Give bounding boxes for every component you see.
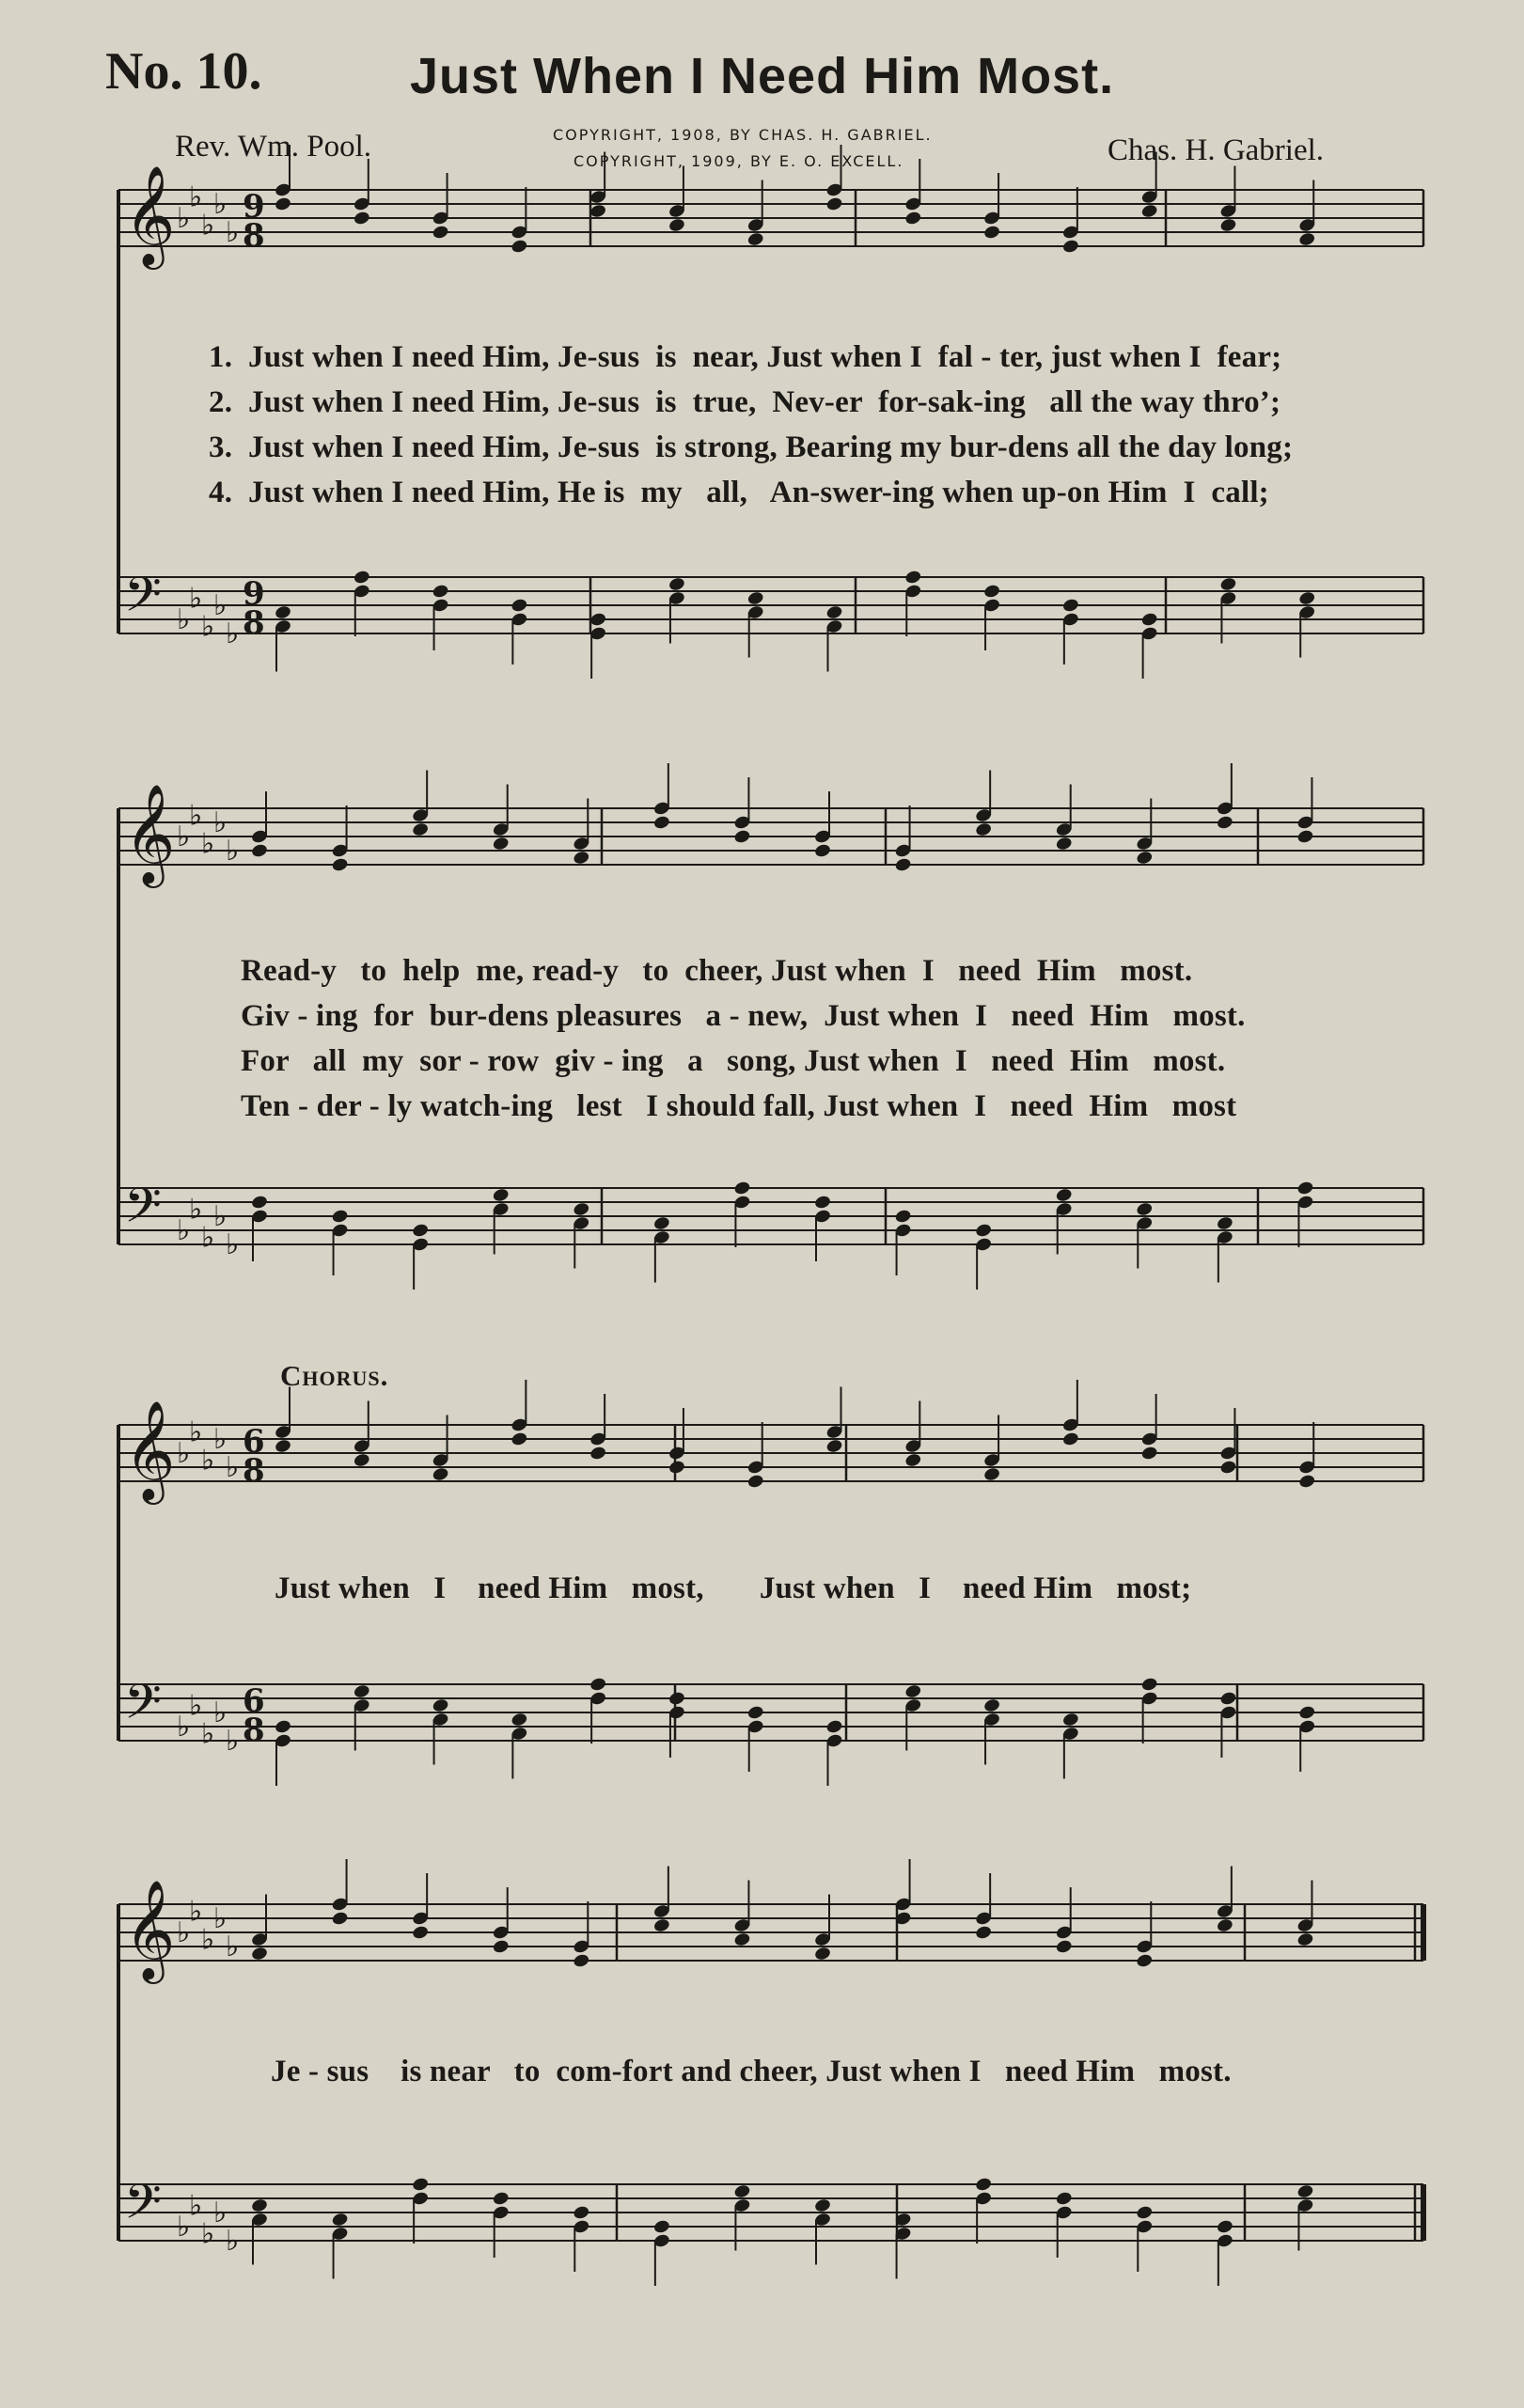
note-head (975, 1925, 993, 1941)
note-head (274, 1438, 291, 1454)
note-head (652, 2219, 670, 2235)
composer-credit: Chas. H. Gabriel. (1108, 133, 1325, 167)
bass-clef-icon: 𝄢 (124, 1177, 162, 1245)
flat-icon: ♭ (201, 209, 215, 242)
note-head (1061, 239, 1079, 255)
note-head (1136, 1953, 1154, 1969)
verse-3-line-a: 3. Just when I need Him, Je-sus is strong, Bearing my bur-dens all the day long; (209, 430, 1294, 464)
note-head (825, 1719, 843, 1735)
note-head (668, 1691, 685, 1707)
note-head (746, 1474, 764, 1490)
flat-icon: ♭ (213, 188, 228, 221)
note-head (983, 584, 1001, 600)
note-head (894, 857, 912, 873)
note-head (274, 196, 291, 212)
note-head (1055, 1939, 1073, 1955)
note-head (1140, 1446, 1158, 1462)
flat-icon: ♭ (189, 2189, 203, 2223)
treble-clef-icon: 𝄞 (124, 1879, 176, 1979)
note-head (668, 217, 685, 233)
flat-icon: ♭ (177, 1711, 191, 1743)
flat-icon: ♭ (177, 603, 191, 636)
note-head (1055, 2191, 1073, 2207)
note-head (733, 829, 751, 845)
chorus-label: Chorus. (280, 1359, 389, 1392)
treble-clef-icon: 𝄞 (124, 783, 176, 883)
note-head (331, 1911, 349, 1927)
note-head (1136, 850, 1154, 866)
note-head (813, 2197, 831, 2213)
note-head (412, 821, 430, 837)
flat-icon: ♭ (226, 1451, 240, 1484)
note-head (1140, 203, 1158, 219)
flat-icon: ♭ (213, 1200, 228, 1233)
chorus-lyric-line-2: Je - sus is near to com-fort and cheer, Just when I need Him most. (271, 2055, 1232, 2088)
flat-icon: ♭ (189, 1415, 203, 1449)
time-signature-denominator: 8 (243, 1712, 265, 1749)
flat-icon: ♭ (201, 610, 215, 644)
treble-clef-icon: 𝄞 (124, 164, 176, 265)
flat-icon: ♭ (226, 1725, 240, 1758)
flat-icon: ♭ (201, 1444, 215, 1478)
verse-2-line-a: 2. Just when I need Him, Je-sus is true, Nev-er for-sak-ing all the way thro’; (209, 385, 1281, 419)
note-head (353, 570, 370, 586)
note-head (1298, 231, 1316, 247)
note-head (1140, 612, 1158, 628)
note-head (813, 1946, 831, 1962)
flat-icon: ♭ (213, 806, 228, 839)
note-head (733, 1181, 751, 1196)
note-head (1298, 590, 1316, 606)
note-head (825, 1438, 843, 1454)
note-head (250, 1946, 268, 1962)
treble-clef-icon: 𝄞 (124, 1399, 176, 1500)
note-head (274, 604, 291, 620)
note-head (813, 1195, 831, 1211)
note-head (492, 836, 510, 852)
hymn-number: No. 10. (105, 42, 262, 101)
flat-icon: ♭ (189, 180, 203, 214)
flat-icon: ♭ (189, 1689, 203, 1723)
note-head (353, 211, 370, 227)
note-head (983, 225, 1001, 241)
note-head (331, 1209, 349, 1225)
note-head (250, 1195, 268, 1211)
note-head (1298, 1474, 1316, 1490)
time-signature-numerator: 9 (243, 188, 265, 226)
note-head (1216, 2219, 1233, 2235)
time-signature-numerator: 6 (243, 1423, 265, 1461)
note-head (353, 1683, 370, 1699)
note-head (412, 1925, 430, 1941)
note-head (652, 815, 670, 831)
note-head (492, 2191, 510, 2207)
verse-4-line-a: 4. Just when I need Him, He is my all, An-swer-ing when up-on Him I call; (209, 476, 1269, 509)
note-head (1055, 836, 1073, 852)
note-head (1296, 2183, 1314, 2199)
note-head (668, 1460, 685, 1476)
copyright-line-1: COPYRIGHT, 1908, BY CHAS. H. GABRIEL. (553, 126, 933, 144)
note-head (1061, 1431, 1079, 1447)
note-head (746, 590, 764, 606)
note-head (432, 1697, 449, 1713)
note-head (825, 196, 843, 212)
note-head (589, 1446, 607, 1462)
note-head (904, 1452, 922, 1468)
flat-icon: ♭ (213, 1423, 228, 1456)
note-head (746, 231, 764, 247)
note-head (1296, 1181, 1314, 1196)
flat-icon: ♭ (201, 1923, 215, 1957)
flat-icon: ♭ (177, 1437, 191, 1470)
note-head (983, 1697, 1001, 1713)
flat-icon: ♭ (201, 1221, 215, 1255)
verse-3-line-b: For all my sor - row giv - ing a song, Just when I need Him most. (241, 1044, 1226, 1078)
note-head (652, 1917, 670, 1933)
flat-icon: ♭ (213, 1902, 228, 1935)
note-head (573, 850, 590, 866)
note-head (746, 1705, 764, 1721)
hymn-title: Just When I Need Him Most. (410, 48, 1115, 104)
note-head (589, 203, 607, 219)
note-head (274, 1719, 291, 1735)
note-head (511, 598, 528, 614)
flat-icon: ♭ (189, 799, 203, 833)
flat-icon: ♭ (177, 821, 191, 853)
note-head (250, 843, 268, 859)
time-signature-denominator: 8 (243, 604, 265, 642)
flat-icon: ♭ (213, 2197, 228, 2229)
note-head (353, 1452, 370, 1468)
note-head (331, 2212, 349, 2228)
note-head (1216, 1917, 1233, 1933)
note-head (250, 2197, 268, 2213)
time-signature-denominator: 8 (243, 1452, 265, 1490)
note-head (1296, 829, 1314, 845)
note-head (825, 604, 843, 620)
note-head (983, 1466, 1001, 1482)
time-signature-numerator: 6 (243, 1682, 265, 1720)
flat-icon: ♭ (226, 835, 240, 868)
note-head (1136, 1201, 1154, 1217)
note-head (904, 570, 922, 586)
note-head (904, 1683, 922, 1699)
note-head (733, 1931, 751, 1947)
lyricist-credit: Rev. Wm. Pool. (175, 130, 372, 164)
verse-1-line-b: Read-y to help me, read-y to cheer, Just when I need Him most. (241, 954, 1193, 988)
flat-icon: ♭ (226, 1228, 240, 1261)
note-head (511, 1431, 528, 1447)
note-head (975, 1223, 993, 1239)
note-head (1298, 1705, 1316, 1721)
note-head (733, 2183, 751, 2199)
flat-icon: ♭ (213, 1697, 228, 1729)
verse-2-line-b: Giv - ing for bur-dens pleasures a - new, Just when I need Him most. (241, 999, 1246, 1033)
note-head (975, 2177, 993, 2193)
bass-clef-icon: 𝄢 (124, 2173, 162, 2242)
flat-icon: ♭ (177, 202, 191, 235)
time-signature-denominator: 8 (243, 217, 265, 255)
time-signature-numerator: 9 (243, 575, 265, 613)
note-head (412, 2177, 430, 2193)
note-head (492, 1939, 510, 1955)
flat-icon: ♭ (213, 589, 228, 622)
note-head (1140, 1677, 1158, 1693)
flat-icon: ♭ (201, 827, 215, 861)
flat-icon: ♭ (189, 582, 203, 616)
note-head (1216, 1215, 1233, 1231)
note-head (894, 1209, 912, 1225)
bass-clef-icon: 𝄢 (124, 566, 162, 634)
note-head (412, 1223, 430, 1239)
note-head (813, 843, 831, 859)
note-head (652, 1215, 670, 1231)
note-head (432, 1466, 449, 1482)
note-head (975, 821, 993, 837)
note-head (432, 584, 449, 600)
note-head (589, 1677, 607, 1693)
note-head (1296, 1931, 1314, 1947)
note-head (1055, 1187, 1073, 1203)
verse-4-line-b: Ten - der - ly watch-ing lest I should fall, Just when I need Him most (241, 1089, 1237, 1123)
bass-clef-icon: 𝄢 (124, 1673, 162, 1742)
note-head (573, 1201, 590, 1217)
note-head (511, 239, 528, 255)
flat-icon: ♭ (189, 1895, 203, 1929)
note-head (1216, 815, 1233, 831)
flat-icon: ♭ (226, 618, 240, 650)
flat-icon: ♭ (177, 1916, 191, 1949)
note-head (432, 225, 449, 241)
note-head (668, 576, 685, 592)
note-head (1061, 598, 1079, 614)
note-head (492, 1187, 510, 1203)
note-head (1219, 217, 1237, 233)
verse-1-line-a: 1. Just when I need Him, Je-sus is near, Just when I fal - ter, just when I fear; (209, 340, 1282, 374)
flat-icon: ♭ (177, 1214, 191, 1247)
note-head (511, 1712, 528, 1728)
flat-icon: ♭ (226, 1931, 240, 1963)
flat-icon: ♭ (201, 2217, 215, 2251)
chorus-lyric-line-1: Just when I need Him most, Just when I need Him most; (275, 1571, 1192, 1605)
note-head (573, 2205, 590, 2221)
note-head (1061, 1712, 1079, 1728)
note-head (1219, 1691, 1237, 1707)
flat-icon: ♭ (177, 2211, 191, 2244)
flat-icon: ♭ (226, 216, 240, 249)
note-head (1219, 1460, 1237, 1476)
note-head (904, 211, 922, 227)
copyright-line-2: COPYRIGHT, 1909, BY E. O. EXCELL. (573, 152, 904, 170)
note-head (589, 612, 607, 628)
note-head (1219, 576, 1237, 592)
flat-icon: ♭ (189, 1193, 203, 1227)
flat-icon: ♭ (226, 2225, 240, 2258)
note-head (573, 1953, 590, 1969)
note-head (1136, 2205, 1154, 2221)
flat-icon: ♭ (201, 1717, 215, 1751)
note-head (331, 857, 349, 873)
